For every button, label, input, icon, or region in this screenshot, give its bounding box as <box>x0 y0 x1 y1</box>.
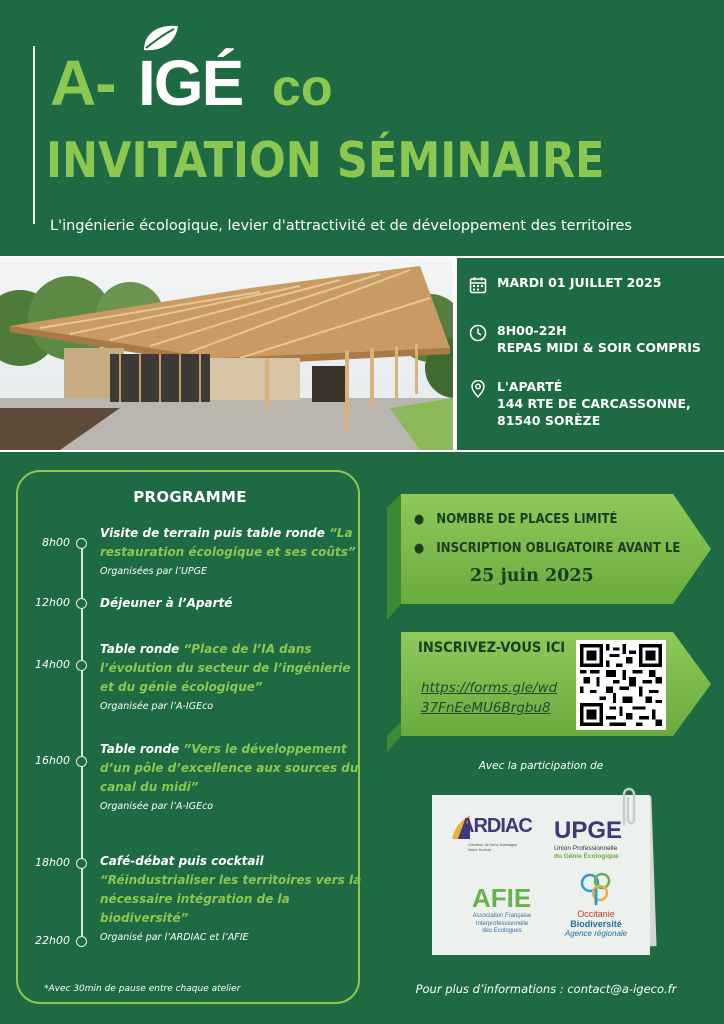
venue-photo <box>0 258 453 450</box>
item-organizer: Organisée par l’A-IGEco <box>100 801 214 812</box>
logo-text-co: co <box>272 59 333 117</box>
info-bullet-text: INSCRIPTION OBLIGATOIRE AVANT LE <box>436 541 681 556</box>
event-date-row <box>469 274 661 294</box>
item-title: Café-débat puis cocktail <box>100 854 264 868</box>
timeline-dot <box>76 936 87 947</box>
item-organizer: Organisé par l’ARDIAC et l’AFIE <box>100 932 249 943</box>
item-topic: l’évolution du secteur de l’ingénierie <box>100 661 351 675</box>
item-title: Table ronde <box>100 642 184 656</box>
register-title: INSCRIVEZ-VOUS ICI <box>418 640 566 656</box>
item-topic: d’un pôle d’excellence aux sources du <box>100 761 359 775</box>
tree-icon <box>578 871 614 907</box>
header-divider-line <box>33 46 35 224</box>
partners-label: Avec la participation de <box>478 760 604 772</box>
register-link-line1[interactable]: https://forms.gle/wd <box>421 680 558 696</box>
programme-item-visite <box>100 524 356 578</box>
event-date: MARDI 01 JUILLET 2025 <box>497 275 662 290</box>
event-time: 8H00-22H <box>497 323 567 338</box>
item-topic: ”Vers le développement <box>183 742 347 756</box>
item-topic: canal du midi” <box>100 780 199 794</box>
afie-tagline <box>454 913 550 936</box>
event-info-box <box>457 258 724 450</box>
registration-deadline: 25 juin 2025 <box>470 566 594 586</box>
page-subtitle: L'ingénierie écologique, levier d'attractivité et de développement des territoires <box>50 218 632 234</box>
register-link-line2[interactable]: 37FnEeMU6Brgbu8 <box>421 700 551 716</box>
info-bullet-inscription: ● INSCRIPTION OBLIGATOIRE AVANT LE <box>414 541 681 556</box>
timeline-dot <box>76 858 87 869</box>
paperclip-icon <box>618 784 640 830</box>
upge-logo: UPGE <box>554 817 623 844</box>
programme-title: PROGRAMME <box>133 488 247 506</box>
timeline-time: 22h00 <box>35 934 70 947</box>
afie-logo: AFIE <box>472 883 532 913</box>
occ-line1: Occitanie <box>577 909 615 919</box>
programme-item-cafe <box>100 852 362 944</box>
contact-info: Pour plus d’informations : contact@a-igeco.fr <box>415 982 677 996</box>
timeline-dot <box>76 538 87 549</box>
timeline-time: 18h00 <box>35 856 70 869</box>
timeline-time: 8h00 <box>42 536 70 549</box>
clock-icon <box>469 324 487 342</box>
timeline-time: 12h00 <box>35 596 70 609</box>
afie-tagline-line3: des Ecologues <box>482 928 522 934</box>
timeline-dot <box>76 756 87 767</box>
info-bullet-places: ● NOMBRE DE PLACES LIMITÉ <box>414 512 618 527</box>
item-topic: nécessaire intégration de la <box>100 892 290 906</box>
timeline-dot <box>76 660 87 671</box>
logo-text-ige: IGÉ <box>138 47 243 119</box>
logo-text-a: A- <box>50 47 116 119</box>
item-topic: biodiversité” <box>100 911 189 925</box>
afie-tagline-line1: Association Française <box>472 913 532 919</box>
occ-line2: Biodiversité <box>570 919 622 929</box>
item-title: Table ronde <box>100 742 184 756</box>
occitanie-biodiversite-logo <box>562 909 630 939</box>
item-topic: et du génie écologique” <box>100 680 263 694</box>
occ-line3: Agence régionale <box>564 929 628 938</box>
item-topic: “La <box>329 526 353 540</box>
venue-name: L'APARTÉ <box>497 379 563 394</box>
upge-tagline-line1: Union Professionnelle <box>554 845 618 852</box>
qr-code[interactable] <box>576 640 666 730</box>
item-organizer: Organisée par l’A-IGEco <box>100 701 214 712</box>
item-organizer: Organisées par l’UPGE <box>100 566 207 577</box>
calendar-icon <box>469 276 487 294</box>
programme-card <box>16 470 360 1004</box>
event-meals: REPAS MIDI & SOIR COMPRIS <box>497 340 701 355</box>
venue-address-line1: 144 RTE DE CARCASSONNE, <box>497 396 691 411</box>
item-topic: “Place de l’IA dans <box>183 642 312 656</box>
page-title: INVITATION SÉMINAIRE <box>46 132 605 189</box>
programme-item-ia <box>100 640 350 713</box>
programme-item-pole <box>100 740 359 813</box>
location-pin-icon <box>469 380 487 398</box>
a-igeco-logo <box>50 30 390 120</box>
programme-item-dejeuner <box>100 594 350 613</box>
ardiac-logo: ARDIAC <box>460 815 532 837</box>
timeline-dot <box>76 598 87 609</box>
timeline-time: 16h00 <box>35 754 70 767</box>
item-title: Déjeuner à l’Aparté <box>100 596 233 610</box>
afie-tagline-line2: Interprofessionnelle <box>475 920 529 927</box>
item-topic: “Réindustrialiser les territoires vers la <box>100 873 362 887</box>
event-time-row <box>469 322 701 356</box>
venue-address-line2: 81540 SORÈZE <box>497 413 601 428</box>
info-bullet-text: NOMBRE DE PLACES LIMITÉ <box>436 512 618 527</box>
event-location-row <box>469 378 691 429</box>
timeline-time: 14h00 <box>35 658 70 671</box>
ardiac-tagline: Créateur de liens Montagne Noire Sorèze <box>468 842 518 852</box>
upge-tagline-line2: du Génie Écologique <box>554 853 619 860</box>
item-title: Visite de terrain puis table ronde <box>100 526 330 540</box>
programme-note: *Avec 30min de pause entre chaque atelier <box>44 984 241 994</box>
item-topic: restauration écologique et ses coûts” <box>100 545 356 559</box>
upge-tagline <box>554 845 644 861</box>
